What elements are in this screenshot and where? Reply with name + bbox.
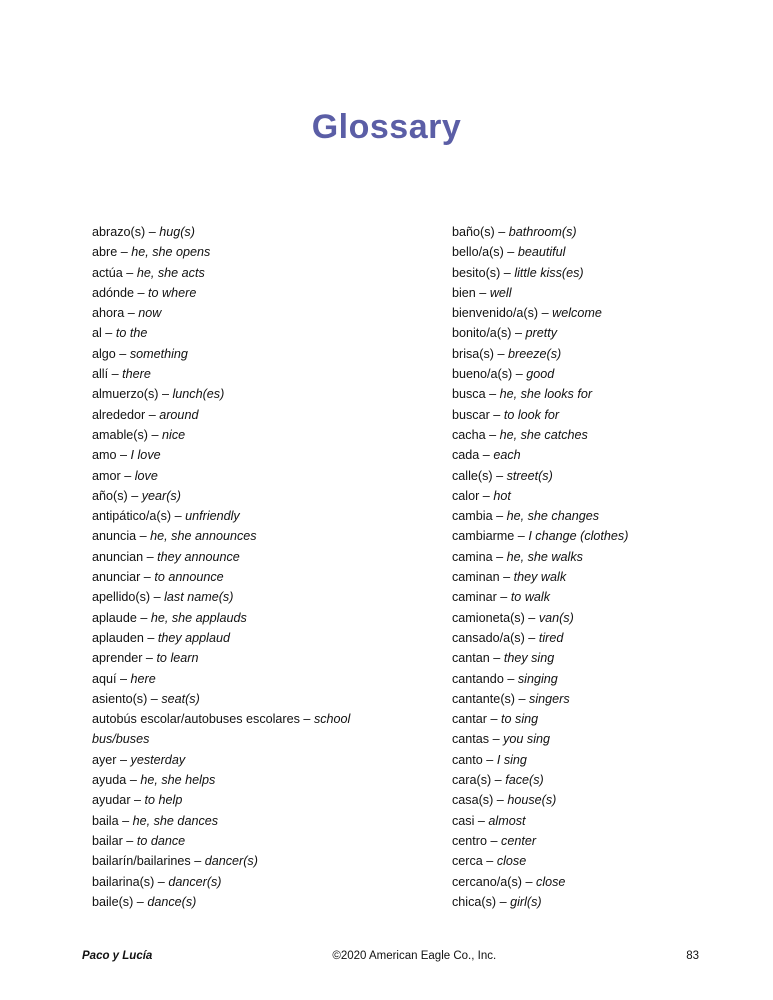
glossary-entry	[452, 344, 752, 364]
glossary-column-right	[452, 222, 752, 912]
glossary-definition: now	[138, 306, 162, 321]
glossary-term: alrededor	[92, 407, 146, 422]
glossary-separator: –	[116, 448, 131, 463]
glossary-separator: –	[499, 570, 514, 585]
footer-copyright: ©2020 American Eagle Co., Inc.	[332, 950, 497, 962]
glossary-entry	[452, 811, 752, 831]
glossary-definition: he, she helps	[140, 773, 216, 788]
glossary-definition: I change (clothes)	[528, 529, 629, 544]
glossary-term: anuncian	[92, 549, 144, 564]
glossary-term: caminan	[452, 570, 500, 585]
glossary-separator: –	[134, 285, 149, 300]
glossary-term: ayer	[92, 752, 117, 767]
glossary-entry	[452, 364, 752, 384]
glossary-definition: he, she announces	[150, 529, 257, 544]
glossary-definition: dancer(s)	[204, 854, 258, 869]
glossary-separator: –	[489, 407, 504, 422]
glossary-entry	[452, 892, 752, 912]
glossary-term: ahora	[92, 306, 125, 321]
glossary-term: cansado/a(s)	[452, 630, 525, 645]
glossary-separator: –	[140, 570, 155, 585]
glossary-entry	[452, 445, 752, 465]
glossary-separator: –	[124, 306, 139, 321]
glossary-entry	[92, 709, 392, 750]
glossary-entry	[452, 709, 752, 729]
glossary-separator: –	[474, 813, 489, 828]
glossary-term: brisa(s)	[452, 346, 494, 361]
glossary-entry	[452, 669, 752, 689]
glossary-entry	[92, 242, 392, 262]
glossary-definition: he, she looks for	[499, 387, 593, 402]
glossary-entry	[452, 405, 752, 425]
glossary-term: ayudar	[92, 793, 131, 808]
glossary-separator: –	[299, 712, 314, 727]
glossary-definition: he, she dances	[132, 813, 219, 828]
glossary-term: aplauden	[92, 630, 144, 645]
glossary-definition: singing	[517, 671, 558, 686]
glossary-definition: to announce	[154, 570, 224, 585]
glossary-entry	[452, 263, 752, 283]
glossary-term: cantando	[452, 671, 504, 686]
glossary-entry	[92, 344, 392, 364]
glossary-definition: they walk	[513, 570, 567, 585]
glossary-entry	[92, 872, 392, 892]
glossary-term: bueno/a(s)	[452, 367, 513, 382]
glossary-definition: they sing	[503, 651, 555, 666]
glossary-definition: well	[489, 285, 512, 300]
glossary-term: cambia	[452, 509, 493, 524]
glossary-term: camina	[452, 549, 493, 564]
glossary-entry	[92, 567, 392, 587]
glossary-separator: –	[493, 346, 508, 361]
glossary-entry	[452, 466, 752, 486]
glossary-term: cerca	[452, 854, 483, 869]
glossary-entry	[452, 222, 752, 242]
glossary-entry	[92, 587, 392, 607]
glossary-separator: –	[485, 387, 500, 402]
glossary-definition: beautiful	[517, 245, 566, 260]
glossary-separator: –	[512, 367, 527, 382]
glossary-entry	[452, 384, 752, 404]
glossary-entry	[92, 750, 392, 770]
glossary-entry	[452, 770, 752, 790]
glossary-definition: to look for	[503, 407, 560, 422]
page-footer	[82, 950, 713, 962]
glossary-term: calle(s)	[452, 468, 493, 483]
glossary-term: amo	[92, 448, 117, 463]
glossary-definition: van(s)	[538, 610, 574, 625]
glossary-term: baila	[92, 813, 119, 828]
glossary-entry	[452, 750, 752, 770]
glossary-separator: –	[500, 265, 515, 280]
glossary-entry	[92, 425, 392, 445]
glossary-separator: –	[158, 387, 173, 402]
glossary-separator: –	[503, 245, 518, 260]
glossary-entry	[92, 263, 392, 283]
glossary-term: centro	[452, 833, 488, 848]
glossary-term: cacha	[452, 427, 486, 442]
glossary-entry	[92, 466, 392, 486]
glossary-term: actúa	[92, 265, 123, 280]
glossary-term: al	[92, 326, 102, 341]
glossary-separator: –	[482, 752, 497, 767]
glossary-entry	[92, 669, 392, 689]
glossary-entry	[92, 405, 392, 425]
glossary-term: cantante(s)	[452, 691, 515, 706]
glossary-definition: hug(s)	[159, 225, 195, 239]
glossary-separator: –	[515, 691, 530, 706]
glossary-separator: –	[489, 651, 504, 666]
glossary-definition: love	[134, 468, 158, 483]
glossary-term: amable(s)	[92, 427, 148, 442]
glossary-separator: –	[522, 874, 537, 889]
glossary-entry	[92, 222, 392, 242]
glossary-entry	[452, 506, 752, 526]
glossary-term: cantar	[452, 712, 488, 727]
glossary-term: algo	[92, 346, 116, 361]
glossary-separator: –	[524, 630, 539, 645]
glossary-definition: close	[536, 874, 566, 889]
glossary-separator: –	[479, 488, 494, 503]
glossary-separator: –	[145, 225, 160, 239]
glossary-entry	[452, 547, 752, 567]
glossary-term: cantas	[452, 732, 490, 747]
glossary-definition: you sing	[503, 732, 551, 747]
glossary-entry	[452, 587, 752, 607]
glossary-term: canto	[452, 752, 483, 767]
glossary-separator: –	[485, 427, 500, 442]
glossary-term: bienvenido/a(s)	[452, 306, 539, 321]
glossary-term: almuerzo(s)	[92, 387, 159, 402]
glossary-definition: he, she acts	[136, 265, 205, 280]
glossary-entry	[452, 283, 752, 303]
glossary-definition: welcome	[552, 306, 602, 321]
glossary-entry	[452, 608, 752, 628]
glossary-term: abre	[92, 245, 118, 260]
glossary-separator: –	[147, 691, 162, 706]
glossary-definition: almost	[488, 813, 526, 828]
glossary-term: adónde	[92, 285, 135, 300]
glossary-separator: –	[511, 326, 526, 341]
glossary-definition: lunch(es)	[172, 387, 225, 402]
glossary-separator: –	[115, 346, 130, 361]
glossary-term: baño(s)	[452, 225, 495, 239]
glossary-entry	[92, 323, 392, 343]
glossary-entry	[92, 303, 392, 323]
glossary-separator: –	[127, 488, 142, 503]
glossary-definition: seat(s)	[161, 691, 200, 706]
glossary-entry	[452, 425, 752, 445]
glossary-entry	[452, 526, 752, 546]
glossary-separator: –	[171, 509, 186, 524]
glossary-entry	[452, 689, 752, 709]
glossary-separator: –	[492, 468, 507, 483]
glossary-separator: –	[133, 894, 148, 909]
glossary-term: bailar	[92, 833, 123, 848]
glossary-separator: –	[122, 265, 137, 280]
glossary-separator: –	[150, 590, 165, 605]
glossary-separator: –	[475, 285, 490, 300]
glossary-separator: –	[524, 610, 539, 625]
glossary-definition: he, she changes	[506, 509, 600, 524]
glossary-separator: –	[118, 813, 133, 828]
glossary-definition: to dance	[136, 833, 186, 848]
glossary-entry	[92, 892, 392, 912]
glossary-entry	[92, 831, 392, 851]
glossary-definition: singers	[529, 691, 570, 706]
glossary-separator: –	[136, 529, 151, 544]
glossary-separator: –	[503, 671, 518, 686]
glossary-entry	[452, 323, 752, 343]
glossary-separator: –	[154, 874, 169, 889]
glossary-separator: –	[116, 671, 131, 686]
glossary-term: calor	[452, 488, 480, 503]
glossary-separator: –	[492, 509, 507, 524]
glossary-definition: house(s)	[507, 793, 557, 808]
glossary-separator: –	[142, 651, 157, 666]
glossary-definition: hot	[493, 488, 511, 503]
glossary-entry	[452, 567, 752, 587]
glossary-separator: –	[487, 712, 502, 727]
glossary-separator: –	[108, 367, 123, 382]
glossary-column-left	[92, 222, 392, 912]
glossary-term: cara(s)	[452, 773, 492, 788]
glossary-entry	[92, 364, 392, 384]
glossary-definition: he, she applauds	[150, 610, 247, 625]
glossary-definition: there	[122, 367, 151, 382]
glossary-definition: I sing	[496, 752, 527, 767]
glossary-separator: –	[101, 326, 116, 341]
glossary-separator: –	[538, 306, 553, 321]
glossary-term: bailarina(s)	[92, 874, 155, 889]
glossary-term: antipático/a(s)	[92, 509, 172, 524]
glossary-term: busca	[452, 387, 486, 402]
glossary-definition: around	[159, 407, 199, 422]
glossary-term: aplaude	[92, 610, 137, 625]
glossary-entry	[452, 851, 752, 871]
glossary-separator: –	[136, 610, 151, 625]
glossary-definition: nice	[162, 427, 186, 442]
glossary-definition: to sing	[501, 712, 539, 727]
glossary-term: allí	[92, 367, 109, 382]
glossary-definition: face(s)	[505, 773, 544, 788]
glossary-entry	[452, 242, 752, 262]
glossary-entry	[92, 486, 392, 506]
glossary-definition: little kiss(es)	[514, 265, 584, 280]
glossary-definition: dance(s)	[147, 894, 197, 909]
glossary-separator: –	[492, 549, 507, 564]
glossary-term: asiento(s)	[92, 691, 148, 706]
glossary-term: bailarín/bailarines	[92, 854, 191, 869]
footer-book-title: Paco y Lucía	[82, 950, 153, 962]
glossary-entry	[452, 790, 752, 810]
glossary-separator: –	[491, 773, 506, 788]
glossary-term: año(s)	[92, 488, 128, 503]
glossary-separator: –	[489, 732, 504, 747]
glossary-entry	[92, 770, 392, 790]
glossary-definition: they announce	[157, 549, 240, 564]
glossary-definition: he, she opens	[131, 245, 211, 260]
glossary-separator: –	[514, 529, 529, 544]
glossary-definition: school bus/buses	[92, 712, 354, 747]
glossary-term: anuncia	[92, 529, 137, 544]
glossary-term: cambiarme	[452, 529, 515, 544]
glossary-term: chica(s)	[452, 894, 497, 909]
glossary-term: aquí	[92, 671, 117, 686]
glossary-definition: center	[501, 833, 537, 848]
glossary-entry	[92, 689, 392, 709]
glossary-definition: to walk	[510, 590, 551, 605]
glossary-definition: bathroom(s)	[508, 225, 577, 239]
glossary-term: cada	[452, 448, 480, 463]
glossary-term: bien	[452, 285, 476, 300]
glossary-term: autobús escolar/autobuses escolares	[92, 712, 300, 727]
glossary-entry	[452, 729, 752, 749]
glossary-term: abrazo(s)	[92, 225, 146, 239]
glossary-definition: they applaud	[157, 630, 230, 645]
glossary-definition: last name(s)	[164, 590, 234, 605]
footer-page-number: 83	[686, 950, 699, 962]
glossary-term: caminar	[452, 590, 497, 605]
glossary-separator: –	[496, 894, 511, 909]
glossary-separator: –	[493, 793, 508, 808]
glossary-separator: –	[120, 468, 135, 483]
glossary-entry	[452, 486, 752, 506]
glossary-term: aprender	[92, 651, 143, 666]
glossary-separator: –	[145, 407, 160, 422]
glossary-columns	[92, 222, 713, 912]
glossary-entry	[92, 445, 392, 465]
glossary-definition: I love	[130, 448, 161, 463]
glossary-separator: –	[494, 225, 509, 239]
glossary-entry	[92, 608, 392, 628]
glossary-definition: year(s)	[141, 488, 181, 503]
glossary-definition: good	[526, 367, 555, 382]
glossary-definition: to the	[115, 326, 148, 341]
glossary-definition: something	[129, 346, 188, 361]
glossary-separator: –	[143, 549, 158, 564]
glossary-term: besito(s)	[452, 265, 501, 280]
glossary-separator: –	[479, 448, 494, 463]
glossary-definition: to learn	[156, 651, 199, 666]
glossary-entry	[92, 851, 392, 871]
glossary-entry	[452, 628, 752, 648]
glossary-term: ayuda	[92, 773, 127, 788]
glossary-entry	[92, 283, 392, 303]
glossary-term: bello/a(s)	[452, 245, 504, 260]
glossary-separator: –	[126, 773, 141, 788]
glossary-entry	[92, 526, 392, 546]
glossary-entry	[92, 384, 392, 404]
glossary-separator: –	[116, 752, 131, 767]
glossary-separator: –	[148, 427, 163, 442]
glossary-definition: girl(s)	[510, 894, 542, 909]
glossary-term: casi	[452, 813, 475, 828]
glossary-entry	[92, 547, 392, 567]
glossary-entry	[92, 811, 392, 831]
glossary-definition: to help	[144, 793, 183, 808]
glossary-definition: tired	[538, 630, 564, 645]
glossary-separator: –	[122, 833, 137, 848]
glossary-definition: here	[130, 671, 156, 686]
glossary-definition: street(s)	[506, 468, 553, 483]
glossary-definition: yesterday	[130, 752, 186, 767]
glossary-term: baile(s)	[92, 894, 134, 909]
glossary-separator: –	[487, 833, 502, 848]
glossary-definition: he, she walks	[506, 549, 583, 564]
glossary-separator: –	[482, 854, 497, 869]
glossary-definition: unfriendly	[185, 509, 240, 524]
glossary-definition: dancer(s)	[168, 874, 222, 889]
glossary-entry	[452, 872, 752, 892]
glossary-entry	[92, 506, 392, 526]
glossary-separator: –	[496, 590, 511, 605]
glossary-entry	[92, 790, 392, 810]
glossary-definition: each	[493, 448, 521, 463]
glossary-definition: to where	[148, 285, 197, 300]
glossary-term: bonito/a(s)	[452, 326, 512, 341]
glossary-definition: pretty	[525, 326, 558, 341]
glossary-separator: –	[130, 793, 145, 808]
glossary-term: camioneta(s)	[452, 610, 525, 625]
glossary-term: casa(s)	[452, 793, 494, 808]
glossary-separator: –	[143, 630, 158, 645]
glossary-definition: breeze(s)	[508, 346, 562, 361]
glossary-entry	[92, 648, 392, 668]
glossary-term: amor	[92, 468, 121, 483]
glossary-entry	[92, 628, 392, 648]
glossary-separator: –	[190, 854, 205, 869]
glossary-entry	[452, 303, 752, 323]
page-title: Glossary	[311, 108, 462, 146]
glossary-term: buscar	[452, 407, 490, 422]
glossary-definition: he, she catches	[499, 427, 588, 442]
glossary-separator: –	[117, 245, 132, 260]
glossary-entry	[452, 831, 752, 851]
glossary-term: cercano/a(s)	[452, 874, 522, 889]
glossary-definition: close	[496, 854, 527, 869]
glossary-term: apellido(s)	[92, 590, 151, 605]
glossary-term: cantan	[452, 651, 490, 666]
glossary-entry	[452, 648, 752, 668]
glossary-term: anunciar	[92, 570, 141, 585]
